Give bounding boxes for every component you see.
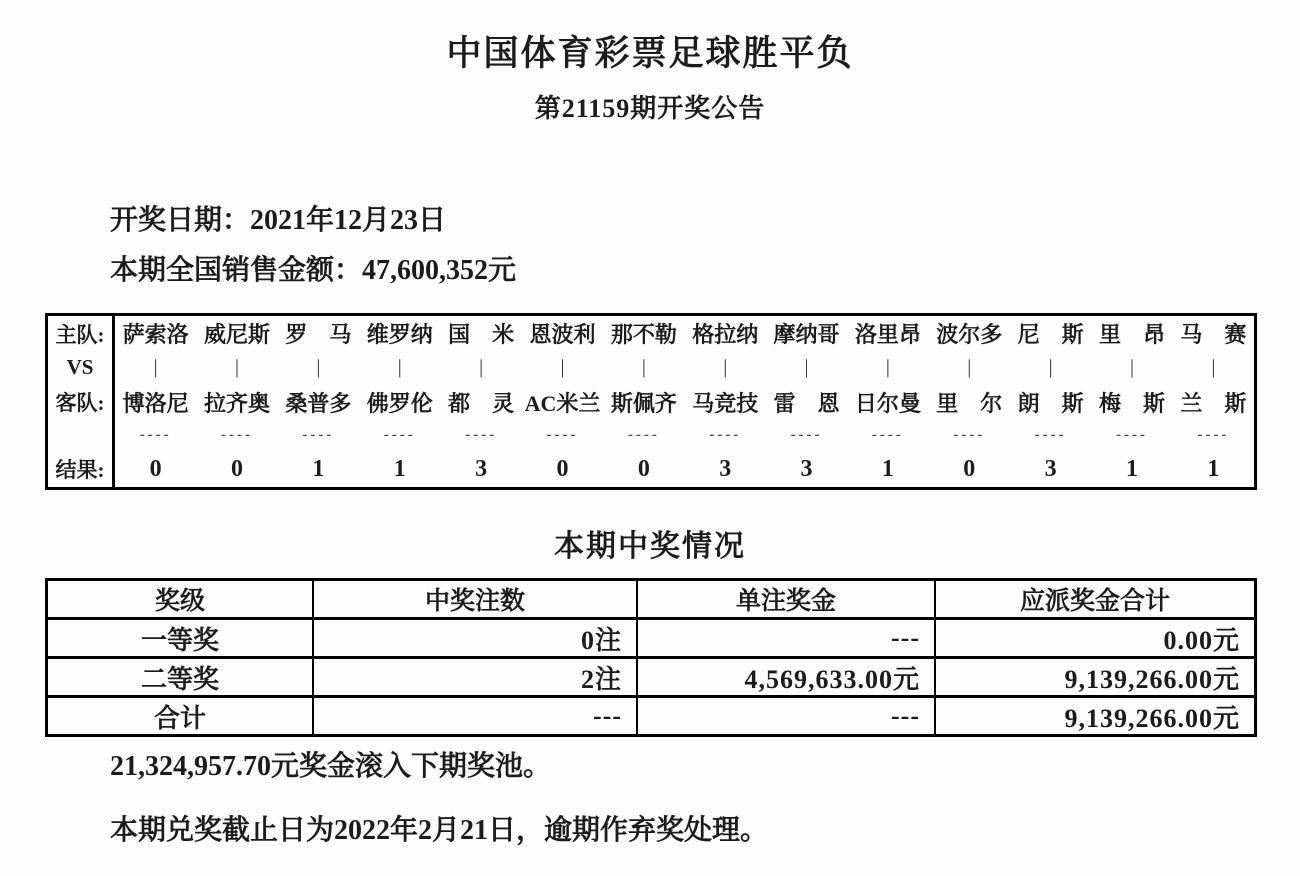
single-prize: ---	[638, 698, 936, 734]
dash-separator: ----	[790, 427, 823, 443]
match-result: 0	[231, 455, 244, 482]
prize-row-second	[48, 659, 1254, 698]
vs-separator: |	[723, 356, 728, 378]
dash-separator: ----	[953, 427, 986, 443]
match-result: 3	[1044, 455, 1057, 482]
issue-subtitle: 第21159期开奖公告	[534, 94, 766, 123]
rollover-line: 21,324,957.70元奖金滚入下期奖池。	[110, 751, 552, 782]
match-column-9	[766, 316, 847, 487]
draw-date-line: 开奖日期：2021年12月23日	[110, 205, 447, 236]
home-team: 罗 马	[285, 322, 352, 347]
match-column-1	[115, 316, 196, 487]
home-team: 国 米	[448, 322, 515, 347]
away-team: 斯佩齐	[610, 390, 677, 416]
match-column-12	[1010, 316, 1091, 487]
prize-table	[45, 578, 1257, 737]
vs-separator: |	[1129, 356, 1134, 378]
match-result: 1	[1207, 455, 1220, 482]
match-result: 1	[312, 455, 325, 482]
prize-level: 合计	[48, 698, 314, 734]
dash-separator: ----	[465, 427, 498, 443]
home-team: 格拉纳	[692, 322, 759, 347]
match-result: 3	[475, 455, 488, 482]
vs-separator: |	[235, 356, 240, 378]
away-team: 都 灵	[448, 390, 515, 416]
match-column-13	[1091, 316, 1172, 487]
match-table-row-labels	[48, 316, 115, 487]
vs-separator: |	[967, 356, 972, 378]
match-result: 0	[556, 455, 569, 482]
match-result: 3	[719, 455, 732, 482]
match-columns	[115, 316, 1254, 487]
match-column-11	[929, 316, 1010, 487]
prize-row-total	[48, 698, 1254, 734]
page-title: 中国体育彩票足球胜平负	[446, 34, 854, 73]
deadline-line: 本期兑奖截止日为2022年2月21日，逾期作弃奖处理。	[110, 815, 769, 846]
vs-separator: |	[641, 356, 646, 378]
single-prize: ---	[638, 620, 936, 656]
away-team: AC米兰	[524, 390, 601, 416]
away-team: 雷 恩	[773, 390, 840, 416]
dash-separator: ----	[709, 427, 742, 443]
home-team: 恩波利	[529, 322, 596, 347]
home-team: 马 赛	[1180, 322, 1247, 347]
total-prize: 0.00元	[1163, 625, 1240, 655]
match-result: 0	[637, 455, 650, 482]
match-result: 1	[393, 455, 406, 482]
vs-separator: |	[153, 356, 158, 378]
away-team: 拉齐奥	[204, 390, 271, 416]
vs-separator: |	[885, 356, 890, 378]
match-results-table	[45, 313, 1257, 490]
dash-separator: ----	[1197, 427, 1230, 443]
match-column-8	[685, 316, 766, 487]
dash-separator: ----	[871, 427, 904, 443]
prize-level: 一等奖	[48, 620, 314, 656]
winning-bets: 2注	[314, 659, 638, 695]
winning-section-title: 本期中奖情况	[554, 530, 746, 563]
away-team: 兰 斯	[1180, 390, 1247, 416]
vs-row-label: VS	[66, 355, 94, 379]
vs-separator: |	[316, 356, 321, 378]
dash-separator: ----	[302, 427, 335, 443]
home-team: 里 昂	[1098, 322, 1165, 347]
header-prize-level: 奖级	[48, 581, 314, 617]
match-column-4	[359, 316, 440, 487]
total-prize: 9,139,266.00元	[1064, 664, 1240, 694]
dash-separator: ----	[383, 427, 416, 443]
home-team: 波尔多	[936, 322, 1003, 347]
away-team: 梅 斯	[1098, 390, 1165, 416]
home-team: 洛里昂	[854, 322, 921, 347]
winning-bets: 0注	[314, 620, 638, 656]
dash-separator: ----	[1116, 427, 1148, 443]
header-winning-bets: 中奖注数	[314, 581, 638, 617]
match-column-5	[440, 316, 521, 487]
home-team: 维罗纳	[366, 322, 433, 347]
match-result: 3	[800, 455, 813, 482]
header-total-prize: 应派奖金合计	[1019, 588, 1170, 615]
dash-separator: ----	[546, 427, 579, 443]
match-result: 1	[1125, 455, 1138, 482]
match-result: 0	[149, 455, 162, 482]
sales-amount-line: 本期全国销售金额：47,600,352元	[110, 255, 517, 286]
match-result: 0	[963, 455, 976, 482]
match-column-10	[847, 316, 928, 487]
vs-separator: |	[804, 356, 809, 378]
vs-separator: |	[479, 356, 484, 378]
away-team: 马竞技	[692, 390, 759, 416]
home-team: 萨索洛	[122, 322, 189, 347]
away-row-label: 客队:	[55, 391, 105, 415]
dash-separator: ----	[139, 427, 172, 443]
spacer-row-label	[48, 420, 112, 451]
home-team: 威尼斯	[204, 322, 271, 347]
single-prize: 4,569,633.00元	[638, 659, 936, 695]
match-column-2	[196, 316, 277, 487]
away-team: 朗 斯	[1017, 390, 1084, 416]
vs-separator: |	[397, 356, 402, 378]
prize-row-first	[48, 620, 1254, 659]
home-team: 摩纳哥	[773, 322, 840, 347]
away-team: 日尔曼	[854, 390, 921, 416]
match-column-3	[278, 316, 359, 487]
prize-level: 二等奖	[48, 659, 314, 695]
vs-separator: |	[560, 356, 565, 378]
match-column-7	[603, 316, 684, 487]
dash-separator: ----	[221, 427, 254, 443]
away-team: 佛罗伦	[366, 390, 433, 416]
dash-separator: ----	[627, 427, 660, 443]
match-column-6	[522, 316, 603, 487]
winning-bets: ---	[314, 698, 638, 734]
prize-table-header	[48, 581, 1254, 620]
home-team: 尼 斯	[1017, 322, 1084, 347]
away-team: 桑普多	[285, 390, 352, 416]
vs-separator: |	[1048, 356, 1053, 378]
result-row-label: 结果:	[55, 458, 105, 482]
header-single-prize: 单注奖金	[638, 581, 936, 617]
match-column-14	[1173, 316, 1254, 487]
home-team: 那不勒	[610, 322, 677, 347]
match-result: 1	[881, 455, 894, 482]
dash-separator: ----	[1034, 427, 1067, 443]
away-team: 里 尔	[936, 390, 1003, 416]
away-team: 博洛尼	[122, 390, 189, 416]
home-row-label: 主队:	[55, 322, 105, 347]
total-prize: 9,139,266.00元	[1064, 703, 1240, 733]
vs-separator: |	[1211, 356, 1216, 378]
